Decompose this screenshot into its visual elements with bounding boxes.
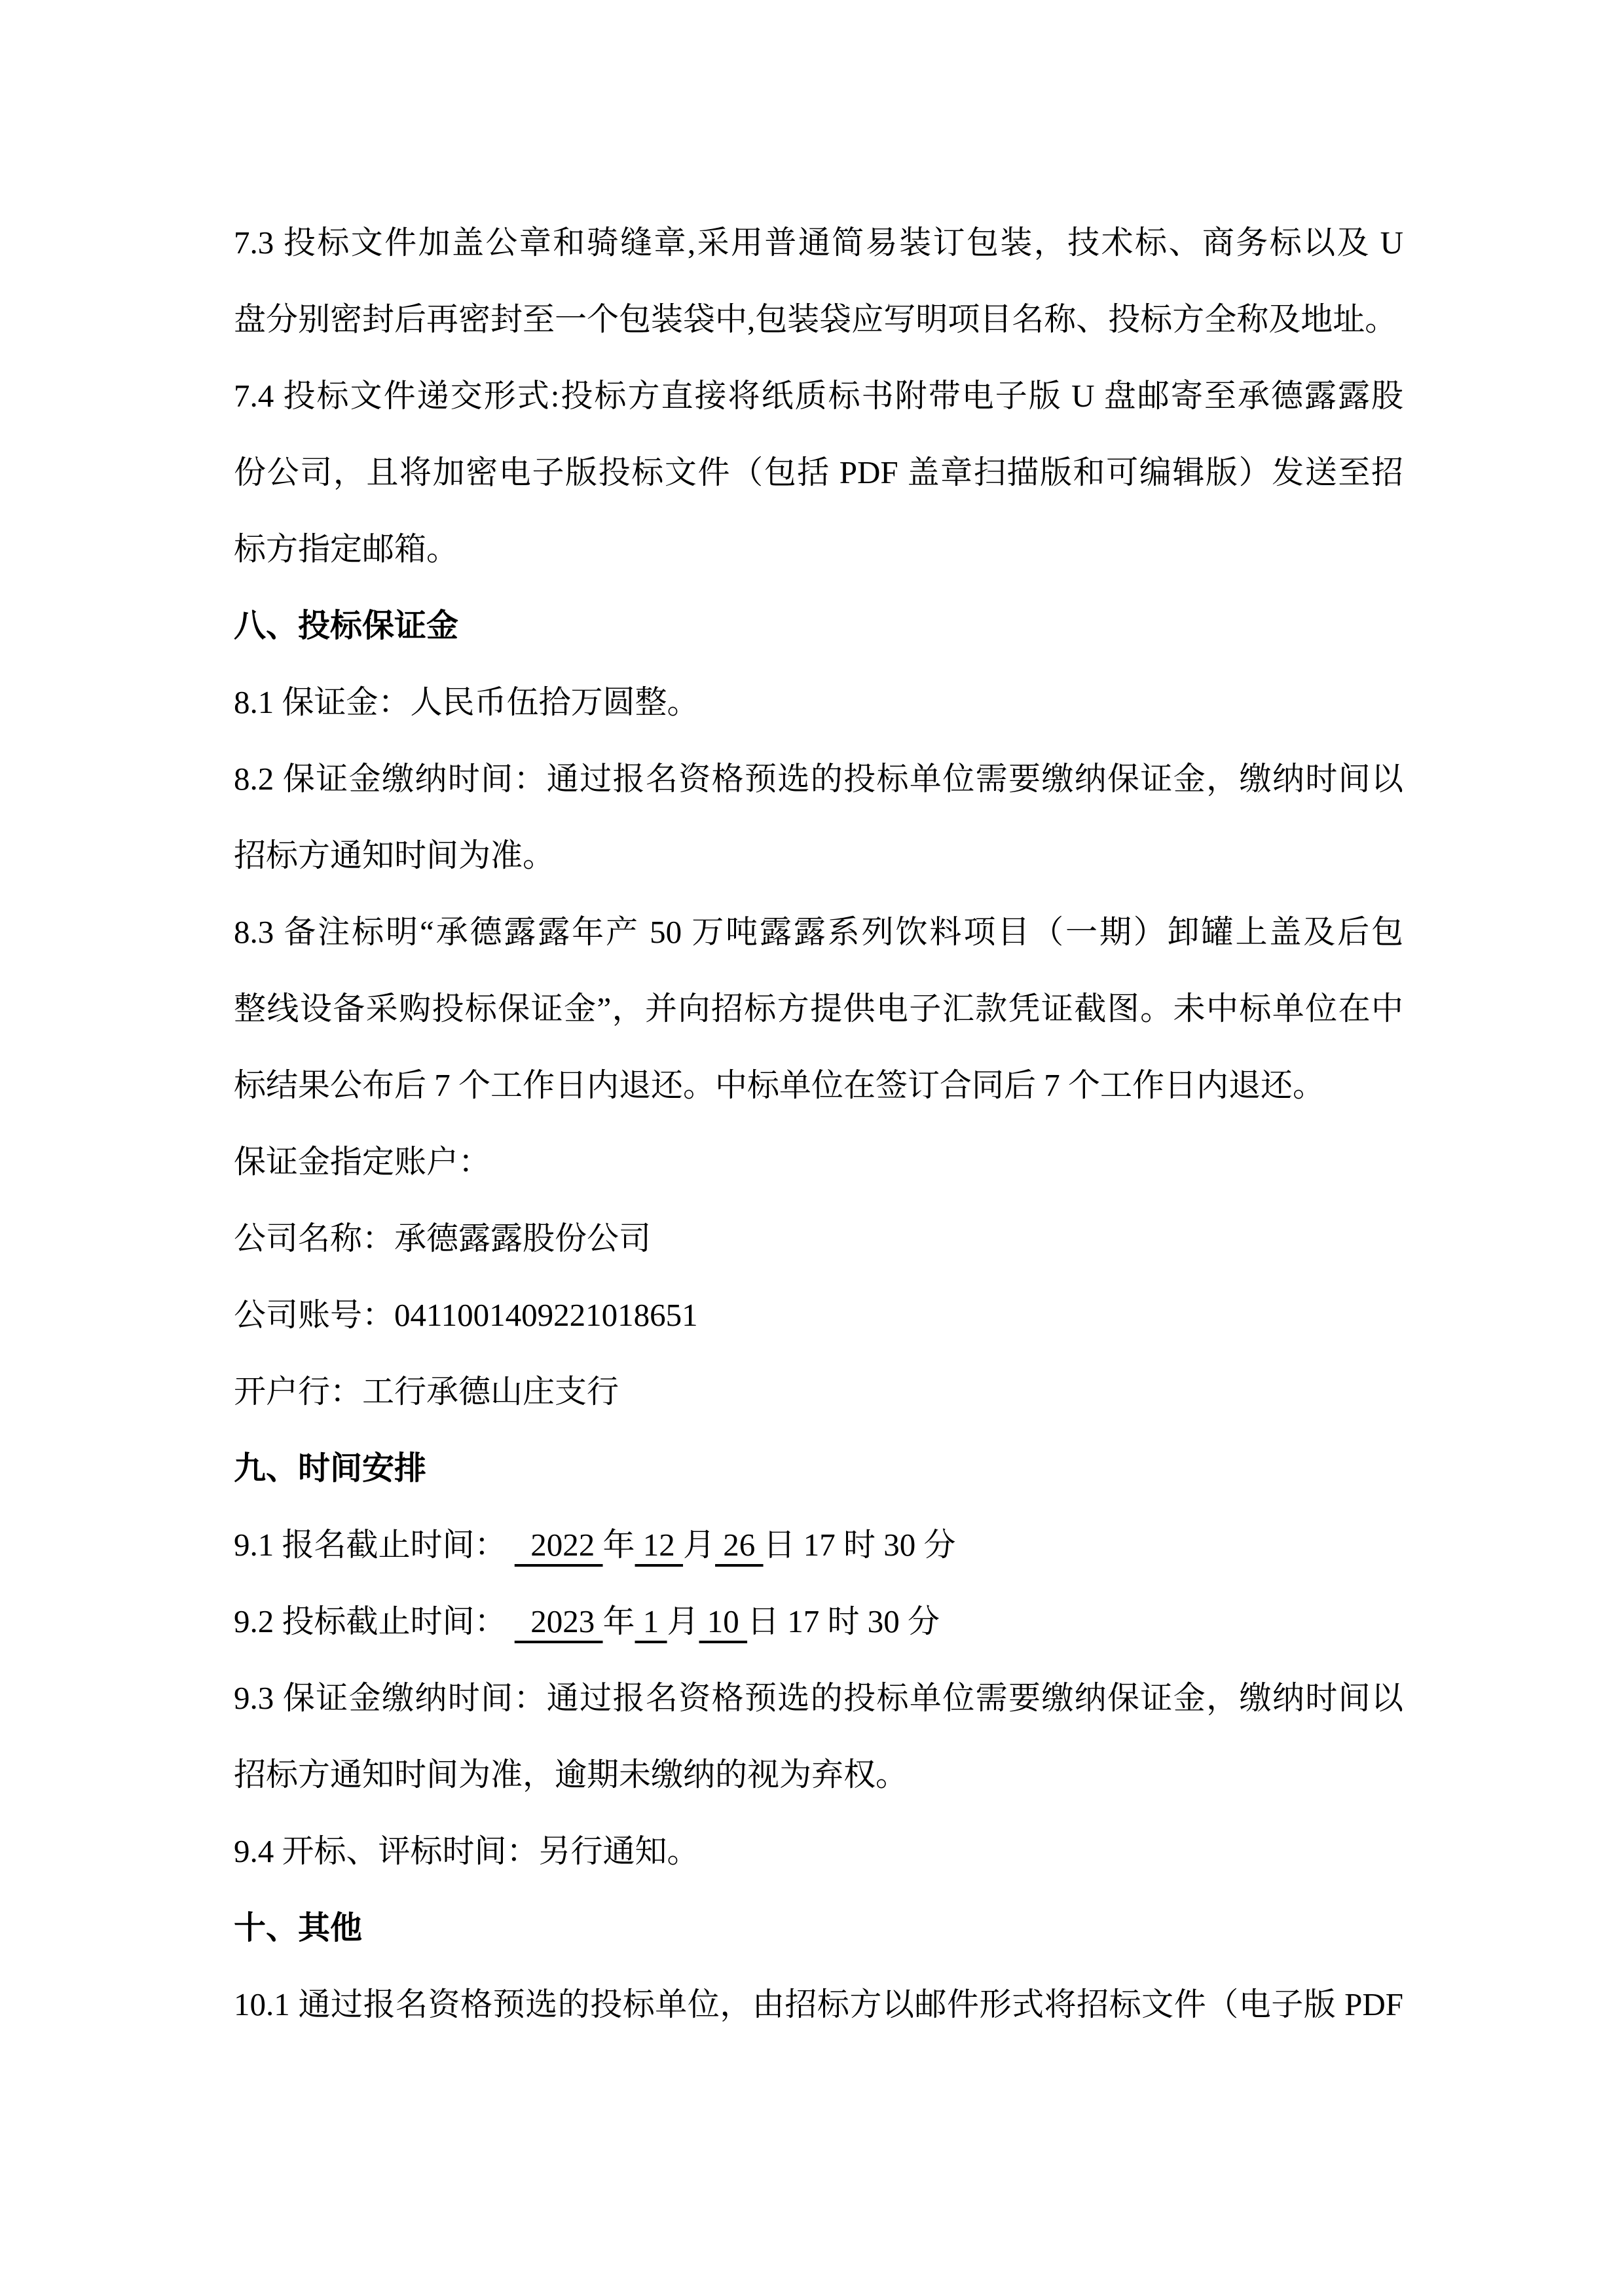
para-8-2-line-2: 招标方通知时间为准。 (234, 837, 555, 873)
para-10-1-line-1: 10.1 通过报名资格预选的投标单位，由招标方以邮件形式将招标文件（电子版 PDF (234, 1986, 1403, 2022)
para-8-3-line-1: 8.3 备注标明“承德露露年产 50 万吨露露系列饮料项目（一期）卸罐上盖及后包 (234, 914, 1403, 950)
para-9-3-line-1: 9.3 保证金缴纳时间：通过报名资格预选的投标单位需要缴纳保证金，缴纳时间以 (234, 1680, 1403, 1716)
bid-deadline-month-blank: 1 (635, 1603, 667, 1639)
heading-section-8: 八、投标保证金 (234, 608, 459, 644)
document-text-block (234, 204, 1403, 2043)
bid-deadline-time: 日 17 时 30 分 (747, 1603, 940, 1639)
para-8-3-line-3: 标结果公布后 7 个工作日内退还。中标单位在签订合同后 7 个工作日内退还。 (234, 1067, 1325, 1103)
para-8-1: 8.1 保证金：人民币伍拾万圆整。 (234, 684, 699, 720)
para-9-1 (234, 1506, 1403, 1583)
bid-deadline-label: 9.2 投标截止时间： (234, 1603, 515, 1639)
line-account-title: 保证金指定账户： (234, 1144, 491, 1180)
para-9-3-line-2: 招标方通知时间为准，逾期未缴纳的视为弃权。 (234, 1757, 908, 1793)
para-8-2-line-1: 8.2 保证金缴纳时间：通过报名资格预选的投标单位需要缴纳保证金，缴纳时间以 (234, 761, 1403, 797)
para-8-3-line-2: 整线设备采购投标保证金”，并向招标方提供电子汇款凭证截图。未中标单位在中 (234, 991, 1403, 1027)
signup-deadline-month-blank: 12 (635, 1527, 684, 1563)
para-7-3-line-2: 盘分别密封后再密封至一个包装袋中,包装袋应写明项目名称、投标方全称及地址。 (234, 301, 1397, 337)
month-char: 月 (667, 1603, 699, 1639)
para-9-4: 9.4 开标、评标时间：另行通知。 (234, 1833, 699, 1869)
line-bank: 开户行：工行承德山庄支行 (234, 1374, 619, 1410)
signup-deadline-day-blank: 26 (715, 1527, 764, 1563)
heading-section-9: 九、时间安排 (234, 1450, 427, 1486)
signup-deadline-label: 9.1 报名截止时间： (234, 1527, 515, 1563)
signup-deadline-year-blank: 2022 (514, 1527, 603, 1563)
signup-deadline-time: 日 17 时 30 分 (763, 1527, 956, 1563)
bid-deadline-year-blank: 2023 (514, 1603, 603, 1639)
para-7-3-line-1: 7.3 投标文件加盖公章和骑缝章,采用普通简易装订包装，技术标、商务标以及 U (234, 225, 1403, 261)
line-company-account: 公司账号：0411001409221018651 (234, 1297, 698, 1333)
heading-section-10: 十、其他 (234, 1910, 363, 1946)
para-9-2 (234, 1583, 1403, 1660)
year-char: 年 (602, 1603, 635, 1639)
para-7-4-line-3: 标方指定邮箱。 (234, 531, 459, 567)
bid-deadline-day-blank: 10 (699, 1603, 748, 1639)
line-company-name: 公司名称：承德露露股份公司 (234, 1220, 652, 1256)
year-char: 年 (602, 1527, 635, 1563)
para-7-4-line-1: 7.4 投标文件递交形式:投标方直接将纸质标书附带电子版 U 盘邮寄至承德露露股 (234, 378, 1403, 414)
month-char: 月 (683, 1527, 716, 1563)
para-7-4-line-2: 份公司，且将加密电子版投标文件（包括 PDF 盖章扫描版和可编辑版）发送至招 (234, 454, 1403, 490)
